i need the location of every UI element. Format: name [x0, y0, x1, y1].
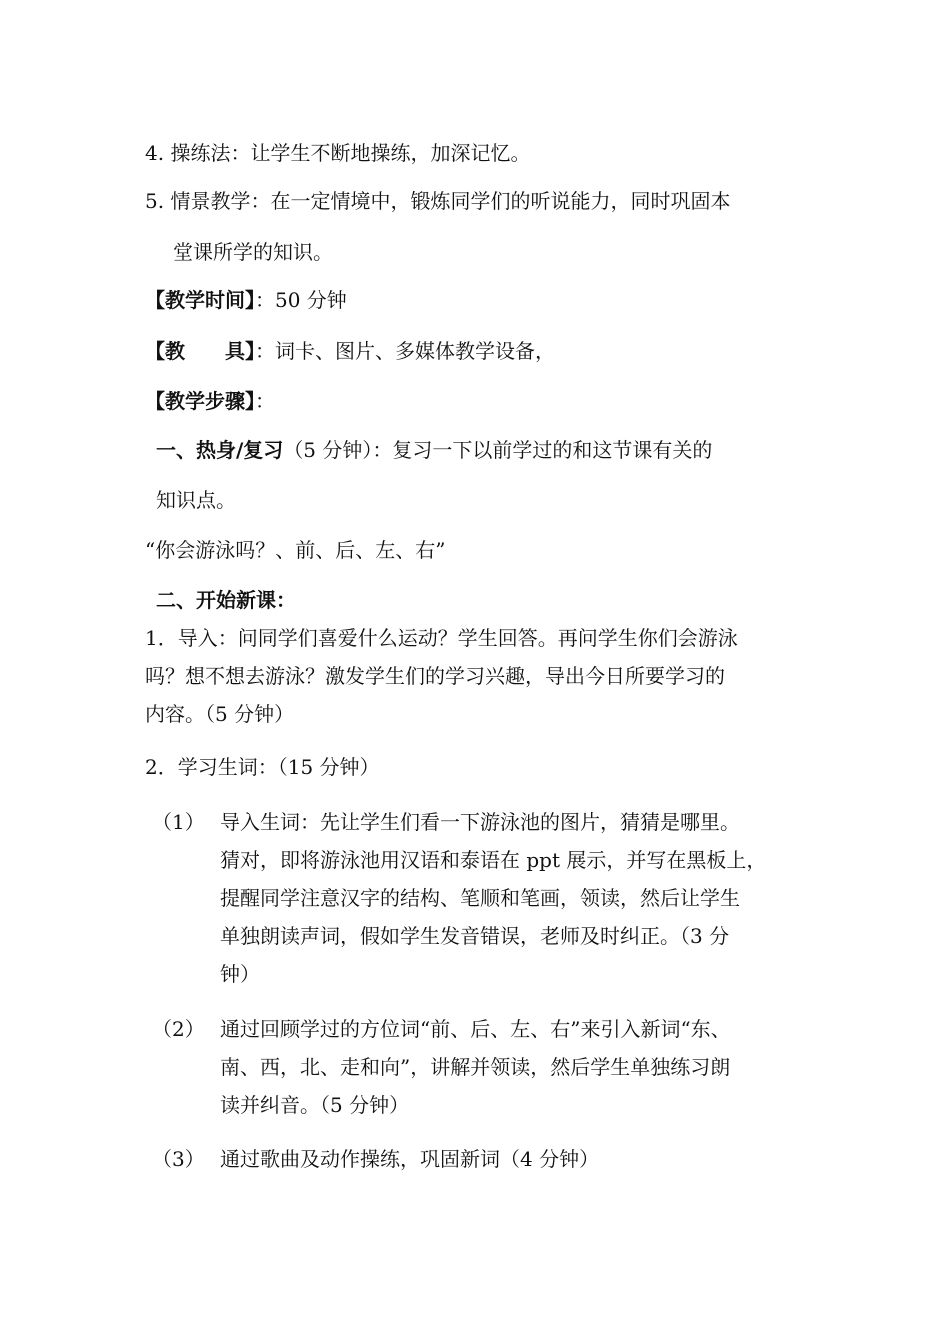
- sub-item-1-line-5: 钟）: [220, 962, 260, 986]
- teaching-steps-colon: ：: [255, 389, 275, 413]
- sub-item-1-number: （1）: [152, 810, 205, 834]
- warmup-text-line-2: 知识点。: [156, 488, 236, 512]
- teaching-time-value: ：50 分钟: [255, 288, 347, 312]
- new-lesson-heading: 二、开始新课：: [156, 588, 296, 612]
- method-item-4: 4. 操练法：让学生不断地操练，加深记忆。: [145, 141, 531, 165]
- warmup-heading: 一、热身/复习: [156, 438, 284, 462]
- teaching-tools-label: 【教 具】: [145, 339, 255, 363]
- sub-item-2-line-3: 读并纠音。（5 分钟）: [220, 1093, 410, 1117]
- teaching-steps-row: [145, 391, 275, 411]
- intro-line-3: 内容。（5 分钟）: [145, 702, 295, 726]
- vocab-heading: 2．学习生词：（15 分钟）: [145, 755, 380, 779]
- method-item-5-line-2: 堂课所学的知识。: [173, 240, 333, 264]
- intro-line-2: 吗？想不想去游泳？激发学生们的学习兴趣，导出今日所要学习的: [145, 664, 725, 688]
- teaching-time-label: 【教学时间】: [145, 288, 255, 312]
- warmup-row: [156, 440, 712, 460]
- sub-item-1-line-4: 单独朗读声词，假如学生发音错误，老师及时纠正。（3 分: [220, 924, 730, 948]
- intro-line-1: 1．导入：问同学们喜爱什么运动？学生回答。再问学生你们会游泳: [145, 626, 738, 650]
- teaching-steps-label: 【教学步骤】: [145, 389, 255, 413]
- warmup-text: （5 分钟）：复习一下以前学过的和这节课有关的: [283, 438, 713, 462]
- sub-item-2-line-1: 通过回顾学过的方位词“前、后、左、右”来引入新词“东、: [220, 1017, 731, 1041]
- sub-item-3-number: （3）: [152, 1147, 205, 1171]
- sub-item-1-line-3: 提醒同学注意汉字的结构、笔顺和笔画，领读，然后让学生: [220, 886, 740, 910]
- sub-item-1-line-1: 导入生词：先让学生们看一下游泳池的图片，猜猜是哪里。: [220, 810, 740, 834]
- warmup-quote: “你会游泳吗？、前、后、左、右”: [145, 538, 446, 562]
- method-item-5-line-1: 5. 情景教学：在一定情境中，锻炼同学们的听说能力，同时巩固本: [145, 189, 731, 213]
- sub-item-2-line-2: 南、西，北、走和向”，讲解并领读，然后学生单独练习朗: [220, 1055, 731, 1079]
- sub-item-2-number: （2）: [152, 1017, 205, 1041]
- teaching-tools-row: [145, 341, 555, 361]
- sub-item-3-line-1: 通过歌曲及动作操练，巩固新词（4 分钟）: [220, 1147, 600, 1171]
- teaching-tools-value: ：词卡、图片、多媒体教学设备，: [255, 339, 555, 363]
- teaching-time-row: [145, 290, 347, 310]
- sub-item-1-line-2: 猜对，即将游泳池用汉语和泰语在 ppt 展示，并写在黑板上，: [220, 848, 767, 872]
